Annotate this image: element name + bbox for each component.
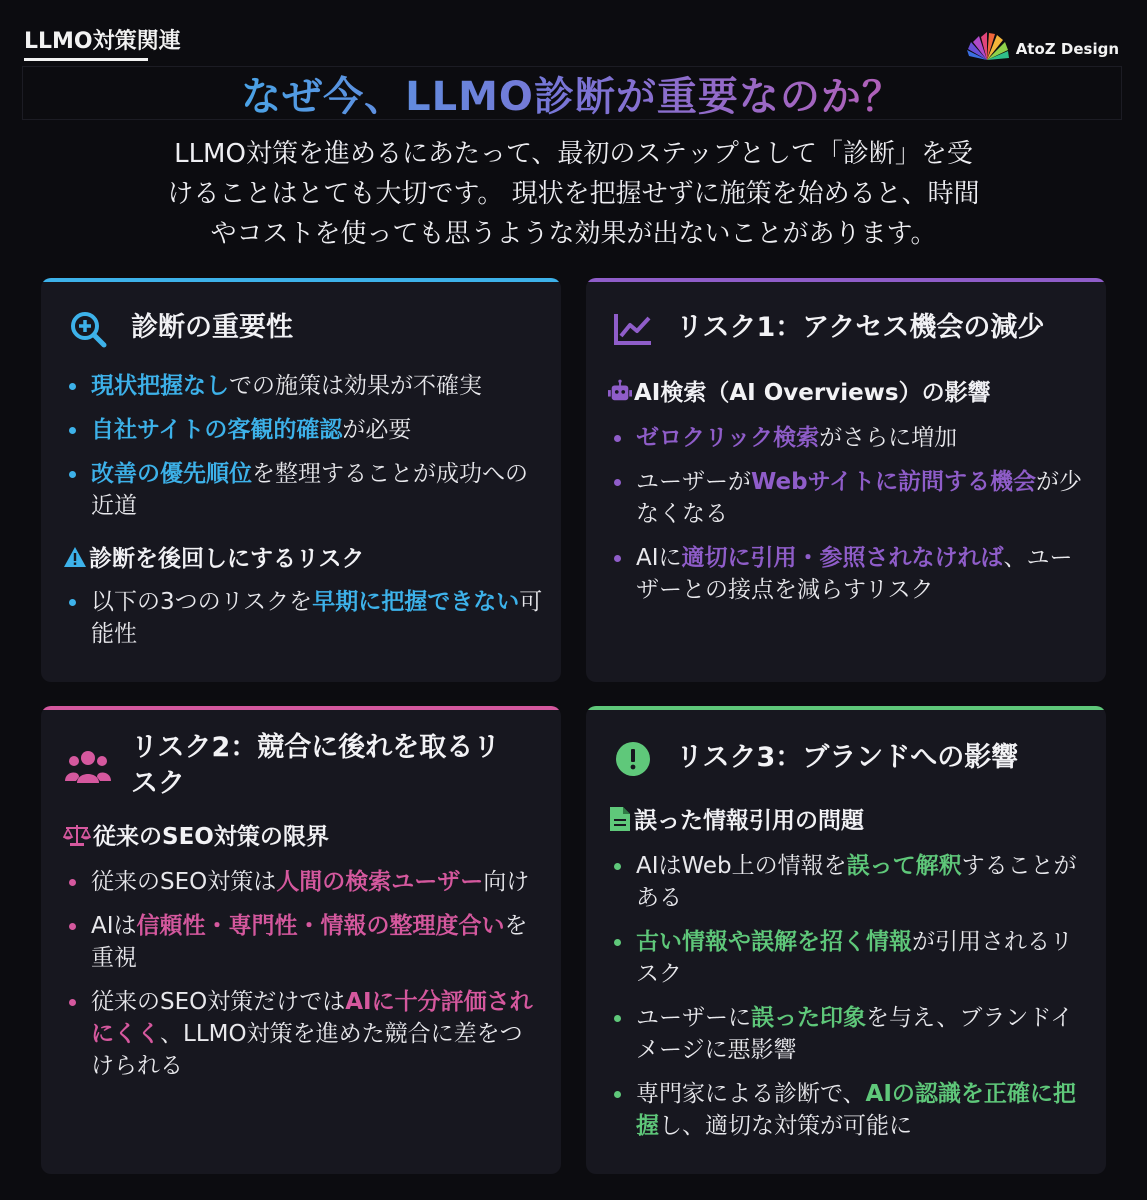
list-item: 従来のSEO対策は人間の検索ユーザー向け [63,866,545,898]
warning-icon [63,544,87,570]
list-item: AIに適切に引用・参照されなければ、ユーザーとの接点を減らすリスク [608,542,1088,606]
list-item: 現状把握なしでの施策は効果が不確実 [63,370,543,402]
card-header [65,730,500,802]
card-accent-bar [41,706,561,710]
list-item: 古い情報や誤解を招く情報が引用されるリスク [608,926,1090,990]
intro-line: けることはとても大切です。 現状を把握せずに施策を始めると、時間 [167,179,980,209]
card-title: リスク2：競合に後れを取るリ スク [131,732,501,799]
card-title: リスク3：ブランドへの影響 [676,742,1019,773]
list-item: 自社サイトの客観的確認が必要 [63,414,543,446]
list-item: ゼロクリック検索がさらに増加 [608,422,1088,454]
logo-text: AtoZ Design [1015,40,1119,58]
exclamation-circle-icon [610,736,656,782]
card-header [610,736,1018,782]
list-item: ユーザーがWebサイトに訪問する機会が少なくなる [608,466,1088,530]
list-item: AIはWeb上の情報を誤って解釈することがある [608,850,1090,914]
card-importance [41,278,561,682]
robot-icon [608,378,632,404]
card-risk3 [586,706,1106,1174]
card-accent-bar [41,278,561,282]
card-title: 診断の重要性 [131,312,293,343]
card-subheading: 誤った情報引用の問題 [608,802,864,835]
list-item: 改善の優先順位を整理することが成功への近道 [63,458,543,522]
category-tag: LLMO対策関連 [24,29,181,54]
title-banner [22,66,1122,120]
card-header [65,306,293,352]
bullet-list [63,866,545,1094]
list-item: 専門家による診断で、AIの認識を正確に把握し、適切な対策が可能に [608,1078,1090,1142]
bullet-list [63,586,543,662]
list-item: ユーザーに誤った印象を与え、ブランドイメージに悪影響 [608,1002,1090,1066]
line-chart-icon [610,306,656,352]
card-risk2 [41,706,561,1174]
list-item: 従来のSEO対策だけではAIに十分評価されにくく、LLMO対策を進めた競合に差をつけられる [63,986,545,1082]
intro-line: LLMO対策を進めるにあたって、最初のステップとして「診断」を受 [174,139,973,169]
list-item: AIは信頼性・専門性・情報の整理度合いを重視 [63,910,545,974]
bullet-list [63,370,543,534]
card-title: リスク1：アクセス機会の減少 [676,312,1045,343]
brand-logo [964,30,1119,68]
intro-text [110,134,1037,254]
rainbow-burst-icon [964,30,1010,68]
card-accent-bar [586,706,1106,710]
magnifier-plus-icon [65,306,111,352]
category-underline [24,58,148,61]
card-subheading: 診断を後回しにするリスク [63,540,365,573]
card-header [610,306,1044,352]
scale-icon [63,822,91,848]
bullet-list [608,422,1088,618]
users-icon [65,744,111,790]
list-item: 以下の3つのリスクを早期に把握できない可能性 [63,586,543,650]
card-subheading: AI検索（AI Overviews）の影響 [608,374,991,407]
intro-line: やコストを使っても思うような効果が出ないことがあります。 [210,219,937,249]
document-icon [608,806,632,832]
bullet-list [608,850,1090,1154]
card-risk1 [586,278,1106,682]
card-accent-bar [586,278,1106,282]
page-title: なぜ今、LLMO診断が重要なのか？ [241,65,903,122]
card-subheading: 従来のSEO対策の限界 [63,818,329,851]
